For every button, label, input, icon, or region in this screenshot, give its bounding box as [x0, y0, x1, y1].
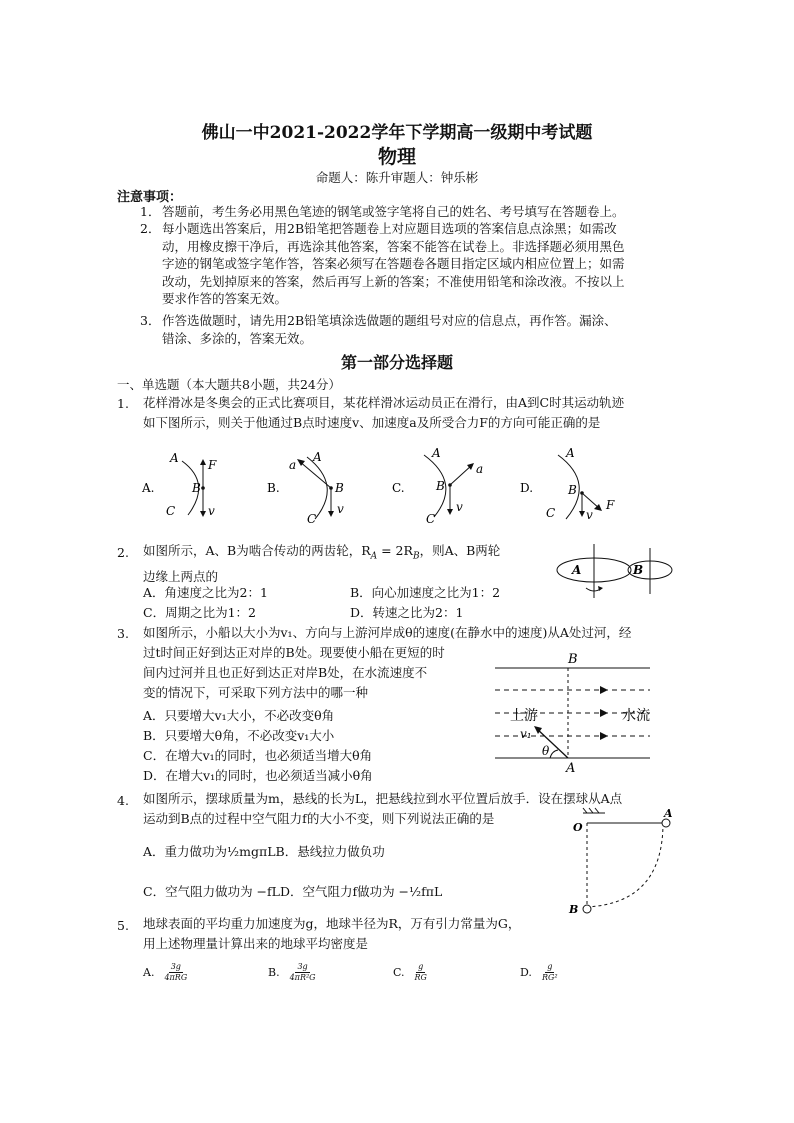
figure-option-a	[141, 451, 217, 518]
question-2-text	[143, 541, 500, 587]
svg-text:A: A	[313, 450, 322, 464]
authors-line: 命题人：陈升审题人：钟乐彬	[315, 170, 479, 185]
option-a: A．角速度之比为2：1	[143, 585, 268, 600]
svg-text:a: a	[289, 458, 297, 472]
svg-text:C: C	[166, 504, 176, 518]
option-label: C.	[393, 966, 405, 979]
notice-heading: 注意事项：	[117, 190, 183, 205]
question-line: 如图所示，小船以大小为v₁、方向与上游河岸成θ的速度(在静水中的速度)从A处过河，经	[143, 625, 632, 640]
svg-text:v₁: v₁	[520, 727, 532, 741]
svg-text:A: A	[432, 446, 441, 460]
svg-text:v: v	[208, 504, 215, 518]
question-line: 如下图所示，则关于他通过B点时速度v、加速度a及所受合力F的方向可能正确的是	[143, 415, 601, 430]
notice-item-2	[140, 220, 685, 308]
option-label: B.	[268, 966, 280, 979]
question-5-text	[143, 914, 520, 954]
notice-line: 改动，先划掉原来的答案，然后再写上新的答案；不准使用铅笔和涂改液。不按以上	[162, 273, 625, 289]
svg-text:A: A	[566, 446, 575, 460]
figure-option-d	[520, 446, 615, 522]
exam-title: 佛山一中2021-2022学年下学期高一级期中考试题	[201, 123, 593, 143]
option-label: A.	[143, 966, 155, 979]
svg-text:O: O	[573, 821, 583, 834]
svg-text:F: F	[208, 458, 217, 472]
question-line: 过t时间正好到达正对岸的B处。现要使小船在更短的时	[143, 645, 445, 660]
denominator: RG	[414, 973, 427, 982]
notice-line: 字迹的钢笔或签字笔作答，答案必须写在答题卷各题目指定区域内相应位置上；如需	[162, 256, 625, 271]
fraction	[542, 962, 558, 983]
question-line: ，则A、B两轮	[419, 543, 501, 558]
figure-option-b	[267, 443, 435, 526]
numerator: 3g	[297, 962, 308, 971]
question-line: = 2R	[377, 543, 413, 558]
question-number: 1.	[117, 396, 129, 411]
option-a	[143, 962, 187, 983]
option-a: A．只要增大v₁大小，不必改变θ角	[143, 708, 335, 723]
question-line: 边缘上两点的	[143, 568, 219, 584]
option-b: B．只要增大θ角，不必改变v₁大小	[143, 728, 335, 743]
svg-text:C: C	[426, 512, 436, 526]
notice-line: 每小题选出答案后，用2B铅笔把答题卷上对应题目选项的答案信息点涂黑；如需改	[162, 221, 617, 236]
fraction	[415, 962, 427, 983]
svg-text:A: A	[566, 761, 576, 774]
svg-text:C.: C.	[392, 481, 405, 495]
svg-text:a: a	[476, 462, 484, 476]
subject-title: 物理	[377, 146, 416, 168]
svg-text:v: v	[586, 508, 593, 522]
svg-text:v: v	[337, 502, 344, 516]
question-line: 地球表面的平均重力加速度为g，地球半径为R，万有引力常量为G，	[143, 916, 521, 931]
gear-figure	[550, 540, 690, 604]
numerator: g	[547, 962, 553, 971]
question-number: 5.	[117, 918, 129, 933]
numerator: g	[418, 962, 424, 971]
svg-text:B: B	[192, 481, 201, 495]
notice-item-1	[140, 203, 685, 221]
svg-text:B: B	[568, 483, 577, 497]
svg-text:A: A	[170, 451, 179, 465]
svg-text:F: F	[606, 498, 615, 512]
question-line: 变的情况下，可采取下列方法中的哪一种	[143, 685, 369, 700]
notice-line: 要求作答的答案无效。	[162, 291, 288, 306]
svg-text:水流: 水流	[622, 708, 650, 724]
option-c-d: C．空气阻力做功为 −fLD．空气阻力f做功为 −½fπL	[143, 884, 443, 899]
notice-item-3	[140, 312, 685, 347]
svg-text:B.: B.	[267, 481, 280, 495]
svg-text:A: A	[664, 807, 673, 820]
question-line: 如图所示，摆球质量为m，悬线的长为L，把悬线拉到水平位置后放手．设在摆球从A点	[143, 791, 623, 806]
option-b	[268, 962, 316, 983]
question-number: 2.	[117, 545, 129, 560]
svg-text:C: C	[546, 506, 556, 520]
notice-num: 1．	[140, 204, 161, 219]
question-line: 花样滑冰是冬奥会的正式比赛项目，某花样滑冰运动员正在滑行，由A到C时其运动轨迹	[143, 395, 625, 410]
subscript: B	[412, 551, 420, 562]
option-b: B．向心加速度之比为1：2	[350, 585, 501, 600]
option-label: D.	[520, 966, 532, 979]
svg-text:上游: 上游	[510, 708, 538, 724]
svg-text:A: A	[572, 563, 582, 577]
pendulum-figure	[565, 805, 685, 917]
figure-option-c	[392, 446, 483, 526]
svg-text:D.: D.	[520, 481, 534, 495]
option-label: A.	[142, 481, 155, 495]
option-d: D．在增大v₁的同时，也必须适当减小θ角	[143, 768, 373, 783]
notice-num: 3．	[140, 313, 161, 328]
notice-line: 动，用橡皮擦干净后，再选涂其他答案，答案不能答在试卷上。非选择题必须用黑色	[162, 238, 625, 254]
part-title: 第一部分选择题	[340, 353, 453, 372]
fraction	[290, 962, 316, 983]
question-1-figures	[130, 443, 650, 533]
denominator: RG²	[541, 973, 558, 982]
question-line: 如图所示，A、B为啮合传动的两齿轮，R	[143, 543, 371, 558]
question-number: 3.	[117, 626, 129, 641]
section-heading: 一、单选题（本大题共8小题，共24分）	[117, 377, 341, 392]
option-c	[393, 962, 427, 983]
question-line: 用上述物理量计算出来的地球平均密度是	[143, 936, 369, 951]
fraction	[164, 962, 187, 983]
notice-line: 答题前，考生务必用黑色笔迹的钢笔或签字笔将自己的姓名、考号填写在答题卷上。	[162, 204, 625, 219]
svg-text:B: B	[335, 481, 344, 495]
option-c: C．周期之比为1：2	[143, 605, 256, 620]
option-d: D．转速之比为2：1	[350, 605, 464, 620]
question-number: 4.	[117, 793, 129, 808]
svg-text:B: B	[568, 652, 578, 667]
denominator: 4πRG	[164, 973, 188, 982]
notice-line: 错涂、多涂的，答案无效。	[162, 330, 313, 346]
svg-text:B: B	[569, 903, 579, 916]
svg-text:B: B	[633, 563, 644, 577]
notice-line: 作答选做题时，请先用2B铅笔填涂选做题的题组号对应的信息点，再作答。漏涂、	[162, 313, 617, 328]
question-1-text	[143, 393, 624, 433]
svg-text:θ: θ	[542, 744, 550, 758]
svg-text:C: C	[307, 512, 317, 526]
subscript: A	[370, 551, 378, 562]
question-4-text	[143, 789, 622, 829]
notice-num: 2．	[140, 221, 161, 236]
option-c: C．在增大v₁的同时，也必须适当增大θ角	[143, 748, 373, 763]
svg-text:v: v	[456, 500, 463, 514]
question-line: 运动到B点的过程中空气阻力f的大小不变，则下列说法正确的是	[143, 811, 495, 826]
numerator: 3g	[170, 962, 181, 971]
river-figure	[490, 648, 660, 774]
option-a-b: A．重力做功为½mgπLB．悬线拉力做负功	[143, 844, 385, 859]
question-line: 间内过河并且也正好到达正对岸B处，在水流速度不	[143, 665, 428, 680]
option-d	[520, 962, 558, 983]
denominator: 4πR²G	[289, 973, 316, 982]
svg-text:B: B	[436, 479, 445, 493]
